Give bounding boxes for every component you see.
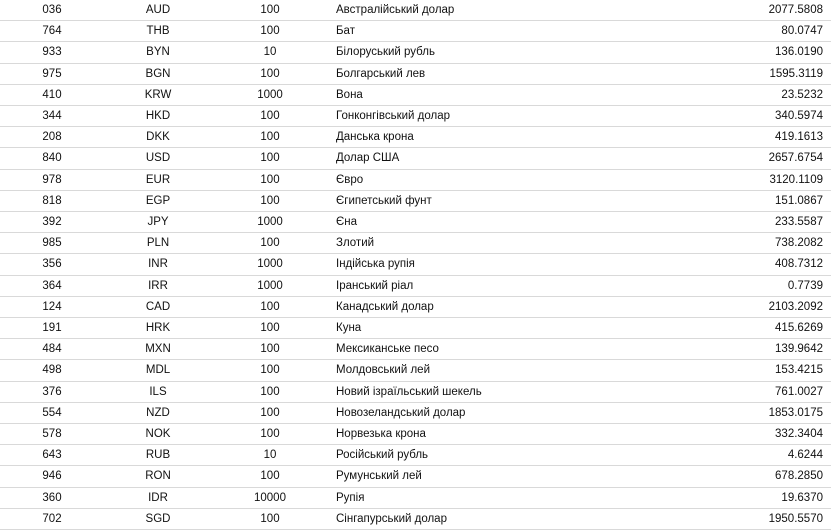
table-row (0, 63, 831, 84)
currency-numeric-code: 410 (0, 84, 104, 105)
table-row (0, 402, 831, 423)
currency-letter-code: ILS (104, 381, 212, 402)
currency-numeric-code: 376 (0, 381, 104, 402)
currency-rate: 2077.5808 (644, 0, 831, 21)
currency-units: 1000 (212, 254, 328, 275)
currency-rate: 233.5587 (644, 212, 831, 233)
currency-rate: 0.7739 (644, 275, 831, 296)
currency-units: 100 (212, 148, 328, 169)
currency-letter-code: PLN (104, 233, 212, 254)
currency-numeric-code: 985 (0, 233, 104, 254)
currency-numeric-code: 360 (0, 487, 104, 508)
currency-name: Данська крона (328, 127, 644, 148)
currency-rate: 19.6370 (644, 487, 831, 508)
currency-units: 100 (212, 296, 328, 317)
currency-letter-code: MXN (104, 339, 212, 360)
currency-rate: 2657.6754 (644, 148, 831, 169)
currency-rate: 151.0867 (644, 190, 831, 211)
table-row (0, 360, 831, 381)
currency-numeric-code: 578 (0, 424, 104, 445)
currency-rate: 23.5232 (644, 84, 831, 105)
table-row (0, 190, 831, 211)
currency-units: 10000 (212, 487, 328, 508)
currency-rate: 738.2082 (644, 233, 831, 254)
table-row (0, 508, 831, 529)
currency-name: Болгарський лев (328, 63, 644, 84)
currency-numeric-code: 498 (0, 360, 104, 381)
currency-name: Вона (328, 84, 644, 105)
currency-name: Долар США (328, 148, 644, 169)
currency-units: 1000 (212, 275, 328, 296)
currency-name: Російський рубль (328, 445, 644, 466)
currency-rate: 2103.2092 (644, 296, 831, 317)
currency-name: Єгипетський фунт (328, 190, 644, 211)
currency-numeric-code: 818 (0, 190, 104, 211)
currency-units: 1000 (212, 212, 328, 233)
currency-letter-code: JPY (104, 212, 212, 233)
currency-numeric-code: 933 (0, 42, 104, 63)
table-row (0, 42, 831, 63)
currency-letter-code: THB (104, 21, 212, 42)
currency-numeric-code: 978 (0, 169, 104, 190)
currency-units: 100 (212, 339, 328, 360)
table-row (0, 233, 831, 254)
currency-rate: 408.7312 (644, 254, 831, 275)
currency-name: Єна (328, 212, 644, 233)
currency-name: Новий ізраїльський шекель (328, 381, 644, 402)
currency-letter-code: SGD (104, 508, 212, 529)
currency-units: 100 (212, 402, 328, 423)
currency-numeric-code: 364 (0, 275, 104, 296)
currency-name: Норвезька крона (328, 424, 644, 445)
table-row (0, 275, 831, 296)
currency-numeric-code: 036 (0, 0, 104, 21)
currency-letter-code: CAD (104, 296, 212, 317)
currency-name: Гонконгівський долар (328, 106, 644, 127)
currency-numeric-code: 643 (0, 445, 104, 466)
currency-letter-code: HKD (104, 106, 212, 127)
currency-rate: 761.0027 (644, 381, 831, 402)
currency-name: Іранський ріал (328, 275, 644, 296)
currency-rate: 153.4215 (644, 360, 831, 381)
currency-letter-code: NOK (104, 424, 212, 445)
currency-numeric-code: 946 (0, 466, 104, 487)
currency-letter-code: EUR (104, 169, 212, 190)
currency-units: 10 (212, 445, 328, 466)
currency-units: 100 (212, 424, 328, 445)
currency-rate: 340.5974 (644, 106, 831, 127)
currency-rate: 678.2850 (644, 466, 831, 487)
currency-letter-code: EGP (104, 190, 212, 211)
currency-name: Євро (328, 169, 644, 190)
currency-name: Злотий (328, 233, 644, 254)
currency-name: Новозеландський долар (328, 402, 644, 423)
table-row (0, 487, 831, 508)
table-row (0, 466, 831, 487)
table-row (0, 254, 831, 275)
currency-numeric-code: 554 (0, 402, 104, 423)
currency-rate: 80.0747 (644, 21, 831, 42)
currency-name: Рупія (328, 487, 644, 508)
table-row (0, 212, 831, 233)
currency-numeric-code: 484 (0, 339, 104, 360)
currency-numeric-code: 208 (0, 127, 104, 148)
currency-letter-code: BYN (104, 42, 212, 63)
currency-name: Індійська рупія (328, 254, 644, 275)
currency-units: 100 (212, 127, 328, 148)
currency-name: Молдовський лей (328, 360, 644, 381)
currency-name: Бат (328, 21, 644, 42)
currency-letter-code: BGN (104, 63, 212, 84)
currency-numeric-code: 702 (0, 508, 104, 529)
table-row (0, 21, 831, 42)
currency-numeric-code: 124 (0, 296, 104, 317)
currency-letter-code: IDR (104, 487, 212, 508)
table-row (0, 169, 831, 190)
currency-name: Білоруський рубль (328, 42, 644, 63)
table-row (0, 424, 831, 445)
currency-name: Румунський лей (328, 466, 644, 487)
currency-units: 100 (212, 508, 328, 529)
currency-numeric-code: 392 (0, 212, 104, 233)
currency-numeric-code: 840 (0, 148, 104, 169)
currency-rate: 4.6244 (644, 445, 831, 466)
currency-rate: 419.1613 (644, 127, 831, 148)
table-row (0, 318, 831, 339)
currency-name: Канадський долар (328, 296, 644, 317)
currency-rate: 139.9642 (644, 339, 831, 360)
table-row (0, 445, 831, 466)
currency-rate: 1853.0175 (644, 402, 831, 423)
currency-letter-code: INR (104, 254, 212, 275)
currency-rate: 1950.5570 (644, 508, 831, 529)
currency-name: Австралійський долар (328, 0, 644, 21)
currency-name: Сінгапурський долар (328, 508, 644, 529)
currency-units: 100 (212, 21, 328, 42)
currency-numeric-code: 191 (0, 318, 104, 339)
currency-rate: 415.6269 (644, 318, 831, 339)
currency-units: 100 (212, 318, 328, 339)
currency-rate: 3120.1109 (644, 169, 831, 190)
table-row (0, 0, 831, 21)
currency-units: 10 (212, 42, 328, 63)
table-row (0, 381, 831, 402)
currency-letter-code: USD (104, 148, 212, 169)
currency-units: 100 (212, 106, 328, 127)
currency-units: 100 (212, 190, 328, 211)
currency-numeric-code: 344 (0, 106, 104, 127)
currency-letter-code: MDL (104, 360, 212, 381)
currency-letter-code: RUB (104, 445, 212, 466)
currency-rate: 1595.3119 (644, 63, 831, 84)
currency-name: Мексиканське песо (328, 339, 644, 360)
currency-letter-code: NZD (104, 402, 212, 423)
currency-letter-code: HRK (104, 318, 212, 339)
currency-units: 100 (212, 381, 328, 402)
table-row (0, 296, 831, 317)
currency-units: 100 (212, 466, 328, 487)
currency-units: 100 (212, 0, 328, 21)
currency-letter-code: DKK (104, 127, 212, 148)
currency-letter-code: IRR (104, 275, 212, 296)
table-row (0, 127, 831, 148)
currency-letter-code: KRW (104, 84, 212, 105)
table-row (0, 339, 831, 360)
currency-letter-code: AUD (104, 0, 212, 21)
table-row (0, 148, 831, 169)
currency-units: 100 (212, 63, 328, 84)
currency-numeric-code: 975 (0, 63, 104, 84)
currency-units: 100 (212, 169, 328, 190)
currency-rate: 332.3404 (644, 424, 831, 445)
currency-units: 100 (212, 360, 328, 381)
currency-numeric-code: 356 (0, 254, 104, 275)
currency-letter-code: RON (104, 466, 212, 487)
table-row (0, 84, 831, 105)
currency-units: 100 (212, 233, 328, 254)
currency-rate: 136.0190 (644, 42, 831, 63)
currency-numeric-code: 764 (0, 21, 104, 42)
currency-units: 1000 (212, 84, 328, 105)
table-row (0, 106, 831, 127)
currency-name: Куна (328, 318, 644, 339)
